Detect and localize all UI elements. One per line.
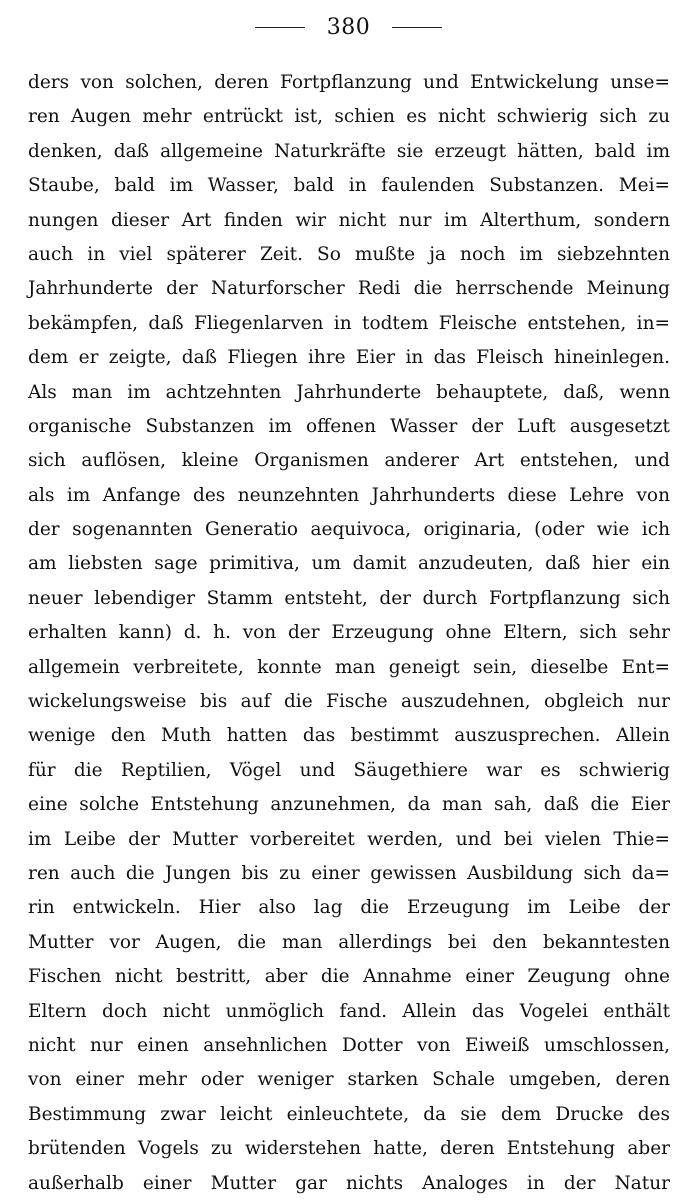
text-line: außerhalb einer Mutter gar nichts Analoges in der Natur [28,1172,670,1194]
text-line: als im Anfange des neunzehnten Jahrhunderts diese Lehre von [28,484,670,506]
header-rule-right [392,27,442,28]
text-line: Fischen nicht bestritt, aber die Annahme einer Zeugung ohne [28,966,670,988]
text-line: auch in viel späterer Zeit. So mußte ja noch im siebzehnten [28,243,670,265]
text-line: Bestimmung zwar leicht einleuchtete, da sie dem Drucke des [28,1103,670,1125]
text-line: sich auflösen, kleine Organismen anderer Art entstehen, und [28,450,670,472]
text-line: Staube, bald im Wasser, bald in faulenden Substanzen. Mei= [28,175,670,197]
text-line: erhalten kann) d. h. von der Erzeugung ohne Eltern, sich sehr [28,622,670,644]
text-line: wickelungsweise bis auf die Fische auszudehnen, obgleich nur [28,691,670,713]
text-line: Jahrhunderte der Naturforscher Redi die herrschende Meinung [28,278,670,300]
text-line: Mutter vor Augen, die man allerdings bei den bekanntesten [28,931,670,953]
text-line: bekämpfen, daß Fliegenlarven in todtem Fleische entstehen, in= [28,312,670,334]
page-number: 380 [326,14,371,40]
header-rule-left [255,27,305,28]
body-text [28,66,670,1201]
text-line: Eltern doch nicht unmöglich fand. Allein das Vogelei enthält [28,1000,670,1022]
text-line: denken, daß allgemeine Naturkräfte sie erzeugt hätten, bald im [28,140,670,162]
text-line: Als man im achtzehnten Jahrhunderte behauptete, daß, wenn [28,381,670,403]
page-header [0,12,697,42]
text-line: ren auch die Jungen bis zu einer gewissen Ausbildung sich da= [28,862,670,884]
text-line: neuer lebendiger Stamm entsteht, der durch Fortpflanzung sich [28,587,670,609]
text-line: von einer mehr oder weniger starken Schale umgeben, deren [28,1069,670,1091]
text-line: im Leibe der Mutter vorbereitet werden, und bei vielen Thie= [28,828,670,850]
text-line: ren Augen mehr entrückt ist, schien es nicht schwierig sich zu [28,106,670,128]
text-line: nungen dieser Art finden wir nicht nur im Alterthum, sondern [28,209,670,231]
text-line: dem er zeigte, daß Fliegen ihre Eier in das Fleisch hineinlegen. [28,347,670,369]
text-line: nicht nur einen ansehnlichen Dotter von Eiweiß umschlossen, [28,1034,670,1056]
text-line: wenige den Muth hatten das bestimmt auszusprechen. Allein [28,725,670,747]
text-line: eine solche Entstehung anzunehmen, da man sah, daß die Eier [28,794,670,816]
text-line: für die Reptilien, Vögel und Säugethiere war es schwierig [28,759,670,781]
text-line: brütenden Vogels zu widerstehen hatte, deren Entstehung aber [28,1138,670,1160]
text-line: organische Substanzen im offenen Wasser der Luft ausgesetzt [28,415,670,437]
text-line: allgemein verbreitete, konnte man geneigt sein, dieselbe Ent= [28,656,670,678]
text-line: der sogenannten Generatio aequivoca, originaria, (oder wie ich [28,519,670,541]
text-line: ders von solchen, deren Fortpflanzung und Entwickelung unse= [28,72,670,93]
text-line: rin entwickeln. Hier also lag die Erzeugung im Leibe der [28,897,670,919]
text-line: am liebsten sage primitiva, um damit anzudeuten, daß hier ein [28,553,670,575]
